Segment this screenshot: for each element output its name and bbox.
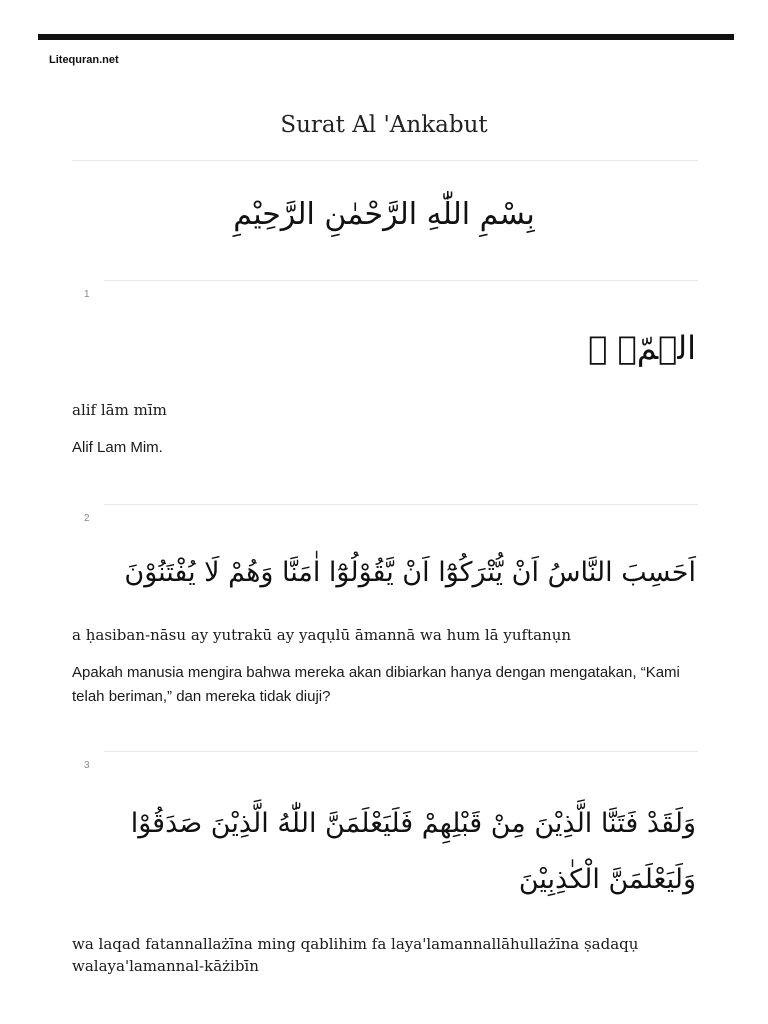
top-border-bar: [38, 34, 734, 40]
verse-translation: Alif Lam Mim.: [72, 439, 163, 456]
verse-arabic: الۤمّۤ ۗ: [588, 329, 696, 367]
site-name-link[interactable]: Litequran.net: [49, 54, 119, 66]
verse-divider: [104, 751, 698, 752]
verse-transliteration: alif lām mīm: [72, 401, 167, 419]
verse-divider: [104, 504, 698, 505]
verse-number: 2: [84, 513, 90, 524]
verse-number: 1: [84, 289, 90, 300]
verse-number: 3: [84, 760, 90, 771]
bismillah-text: بِسْمِ اللّٰهِ الرَّحْمٰنِ الرَّحِيْمِ: [233, 197, 535, 232]
verse-divider: [104, 280, 698, 281]
page-title: Surat Al 'Ankabut: [280, 112, 488, 138]
verse-translation: Apakah manusia mengira bahwa mereka akan dibiarkan hanya dengan mengatakan, “Kami telah beriman,” dan mereka tidak diuji?: [72, 664, 680, 705]
verse-arabic: اَحَسِبَ النَّاسُ اَنْ يُّتْرَكُوْٓا اَنْ يَّقُوْلُوْٓا اٰمَنَّا وَهُمْ لَا يُفْتَنُوْنَ: [124, 557, 696, 588]
verse-transliteration: a ḥasiban-nāsu ay yutrakū ay yaqụlū āmannā wa hum lā yuftanụn: [72, 626, 572, 644]
divider: [72, 160, 698, 161]
verse-transliteration: wa laqad fatannallażīna ming qablihim fa laya'lamannallāhullażīna ṣadaqụ walaya'lamannal-kāżibīn: [72, 935, 639, 975]
verse-arabic: وَلَقَدْ فَتَنَّا الَّذِيْنَ مِنْ قَبْلِهِمْ فَلَيَعْلَمَنَّ اللّٰهُ الَّذِيْنَ صَدَقُوْا وَلَيَعْلَمَنَّ الْكٰذِبِيْنَ: [130, 808, 696, 895]
